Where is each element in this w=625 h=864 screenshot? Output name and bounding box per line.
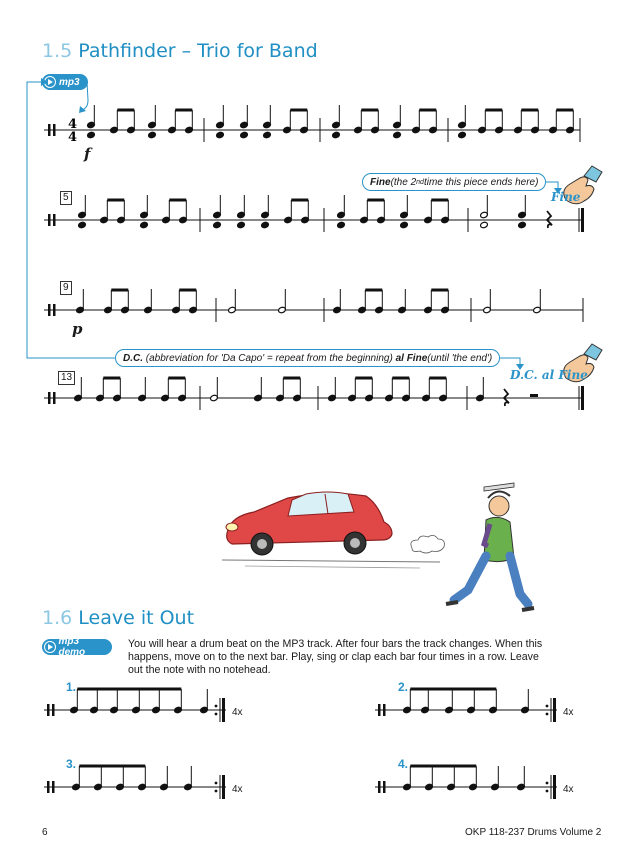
beam: [355, 377, 372, 380]
exercise-label-1: 1.: [66, 680, 77, 694]
arrow-head: [41, 78, 48, 86]
section-title: Pathfinder – Trio for Band: [78, 40, 318, 62]
notehead: [480, 221, 489, 228]
beam: [392, 377, 409, 380]
notehead: [263, 131, 272, 138]
percussion-clef: [383, 781, 386, 793]
repeat-bar-line: [222, 775, 225, 799]
beam: [410, 765, 476, 768]
final-bar-line: [581, 208, 584, 232]
percussion-clef: [53, 392, 56, 404]
car-window: [288, 492, 354, 516]
repeat-dot: [546, 705, 549, 708]
exhaust-cloud: [411, 535, 445, 553]
notehead: [240, 131, 249, 138]
notehead: [148, 131, 157, 138]
repeat-dot: [215, 713, 218, 716]
fine-callout-text: (the 2: [390, 176, 417, 188]
exercise-label-2: 2.: [398, 680, 409, 694]
repeat-dot: [546, 713, 549, 716]
final-bar-line: [581, 386, 584, 410]
mp3-demo-button[interactable]: [42, 636, 112, 658]
piano-marking: p: [72, 320, 83, 338]
repeat-bar-line: [553, 698, 556, 722]
person-legs: [454, 556, 528, 604]
fine-callout-bold: Fine: [370, 176, 391, 188]
person-shoes: [446, 602, 534, 610]
notehead: [332, 131, 341, 138]
beam: [283, 377, 300, 380]
beam: [431, 289, 448, 292]
repeat-dot: [215, 790, 218, 793]
repeat-count-4: 4x: [563, 784, 574, 795]
repeat-count-3: 4x: [232, 784, 243, 795]
notehead: [458, 131, 467, 138]
mp3-demo-label: mp3 demo: [58, 636, 86, 658]
percussion-clef: [53, 124, 56, 136]
repeat-count-2: 4x: [563, 707, 574, 718]
beam: [410, 688, 496, 691]
repeat-dot: [215, 782, 218, 785]
beam: [556, 109, 573, 112]
percussion-clef: [378, 704, 381, 716]
car-headlight: [226, 523, 238, 531]
percussion-clef: [47, 781, 50, 793]
exercise-label-4: 4.: [398, 757, 409, 771]
notehead: [400, 221, 409, 228]
percussion-clef: [48, 124, 51, 136]
percussion-clef: [47, 704, 50, 716]
catalog-number: OKP 118-237 Drums Volume 2: [465, 827, 602, 838]
half-rest: [530, 394, 538, 397]
percussion-clef: [378, 781, 381, 793]
percussion-clef: [48, 214, 51, 226]
beam: [103, 377, 120, 380]
notehead: [393, 131, 402, 138]
beam: [429, 377, 446, 380]
section-number: 1.6: [42, 607, 73, 629]
road-line: [245, 566, 420, 568]
instructions-text: You will hear a drum beat on the MP3 track. After four bars the track changes. When this happens, move on to the next bar. Play, sing or clap each bar four times in a row. Leave out the note with no notehead.: [128, 638, 543, 676]
beam: [367, 199, 384, 202]
road-line: [222, 560, 440, 562]
bar-number-5: 5: [60, 191, 72, 205]
beam: [291, 199, 308, 202]
dc-al-fine-marking: D.C. al Fine: [510, 368, 588, 382]
dc-callout-text: (abbreviation for 'Da Capo' = repeat from the beginning): [143, 352, 396, 364]
percussion-clef: [52, 704, 55, 716]
beam: [107, 199, 124, 202]
fine-callout-sup: nd: [416, 178, 424, 186]
repeat-count-1: 4x: [232, 707, 243, 718]
fine-marking: Fine: [551, 190, 581, 204]
car-hubcap: [257, 539, 267, 549]
repeat-arrow: [82, 82, 88, 110]
beam: [361, 109, 378, 112]
car-hubcap: [350, 538, 360, 548]
beam: [419, 109, 436, 112]
beam: [117, 109, 134, 112]
exercise-label-3: 3.: [66, 757, 77, 771]
repeat-bar-line: [222, 698, 225, 722]
dc-callout-text-2: (until 'the end'): [427, 352, 493, 364]
beam: [485, 109, 502, 112]
beam: [111, 289, 128, 292]
notehead: [237, 221, 246, 228]
repeat-dot: [215, 705, 218, 708]
notehead: [216, 131, 225, 138]
beam: [79, 765, 145, 768]
time-signature-bottom: 4: [68, 130, 78, 145]
notehead: [518, 221, 527, 228]
percussion-clef: [53, 304, 56, 316]
beam: [168, 377, 185, 380]
beam: [431, 199, 448, 202]
percussion-clef: [383, 704, 386, 716]
notehead: [213, 221, 222, 228]
bar-number-9: 9: [60, 281, 72, 295]
time-signature-top: 4: [68, 117, 78, 132]
beam: [290, 109, 307, 112]
section-number: 1.5: [42, 40, 73, 62]
notehead: [261, 221, 270, 228]
dc-callout-bold-2: al Fine: [395, 352, 428, 364]
notehead: [78, 221, 87, 228]
percussion-clef: [48, 304, 51, 316]
dc-callout-bold: D.C.: [123, 352, 143, 364]
percussion-clef: [48, 392, 51, 404]
beam: [179, 289, 196, 292]
person-head: [489, 496, 509, 516]
beam: [521, 109, 538, 112]
beam: [365, 289, 382, 292]
bar-number-13: 13: [58, 371, 75, 385]
percussion-clef: [52, 781, 55, 793]
person-cap: [484, 483, 514, 491]
arrow-head: [79, 106, 86, 113]
repeat-bar-line: [553, 775, 556, 799]
repeat-dot: [546, 782, 549, 785]
section-title: Leave it Out: [78, 607, 195, 629]
beam: [77, 688, 181, 691]
repeat-dot: [546, 790, 549, 793]
beam: [169, 199, 186, 202]
notehead: [87, 131, 96, 138]
fine-callout-text-2: time this piece ends here): [423, 176, 539, 188]
notehead: [140, 221, 149, 228]
forte-marking: f: [84, 145, 91, 163]
page-number: 6: [42, 827, 48, 838]
mp3-label: mp3: [59, 76, 80, 88]
percussion-clef: [53, 214, 56, 226]
notehead: [337, 221, 346, 228]
beam: [175, 109, 192, 112]
fine-callout: [362, 173, 546, 191]
play-icon: [44, 641, 56, 653]
section-heading-1-6: [42, 607, 194, 629]
dc-callout: [115, 349, 500, 367]
